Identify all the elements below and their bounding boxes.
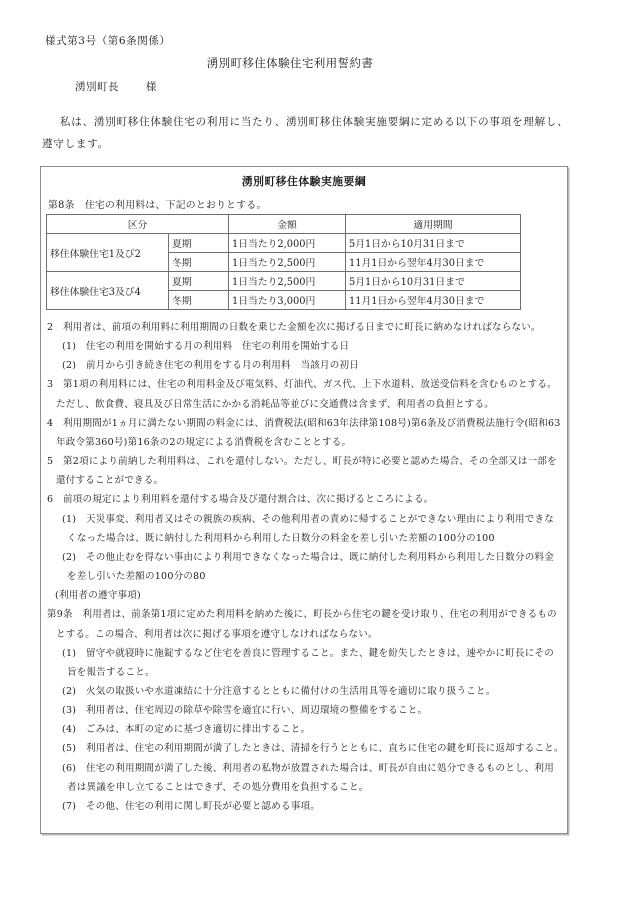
clause-line: (3) 利用者は、住宅周辺の除草や除雪を適宜に行い、周辺環境の整備をすること。 bbox=[62, 705, 428, 717]
house-cell: 移住体験住宅3及び4 bbox=[47, 272, 169, 310]
clause-line: 4 利用期間が1ヵ月に満たない期間の料金には、消費税法(昭和63年法律第108号)第6条及び消費税法施行令(昭和63 bbox=[47, 417, 561, 429]
amount-cell: 1日当たり2,500円 bbox=[229, 272, 346, 291]
addressee-honorific: 様 bbox=[145, 81, 157, 93]
pledge-line: 遵守します。 bbox=[42, 138, 109, 150]
clause-line: ただし、飲食費、寝具及び日常生活にかかる消耗品等並びに交通費は含まず、利用者の負担とする。 bbox=[56, 398, 494, 410]
clause-line: 2 利用者は、前項の利用料に利用期間の日数を乗じた金額を次に掲げる日までに町長に納めなければならない。 bbox=[47, 322, 541, 333]
clause-line: 3 第1項の利用料には、住宅の利用料金及び電気料、灯油代、ガス代、上下水道料、放送受信料を含むものとする。 bbox=[47, 379, 557, 391]
form-number: 様式第3号（第6条関係） bbox=[45, 35, 171, 47]
article8-heading: 第8条 住宅の利用料は、下記のとおりとする。 bbox=[48, 200, 267, 211]
table-row bbox=[47, 234, 521, 253]
clause-line: 年政令第360号)第16条の2の規定による消費税を含むこととする。 bbox=[56, 436, 352, 448]
clause-line: とする。この場合、利用者は次に掲げる事項を遵守しなければならない。 bbox=[56, 628, 378, 640]
addressee-line bbox=[75, 79, 157, 94]
amount-cell: 1日当たり2,000円 bbox=[229, 234, 346, 253]
fee-table-header-amount: 金額 bbox=[229, 215, 346, 234]
clause-line: (7) その他、住宅の利用に関し町長が必要と認める事項。 bbox=[62, 800, 320, 812]
fee-table-header-period: 適用期間 bbox=[346, 215, 521, 234]
clause-line: (2) 前月から引き続き住宅の利用をする月の利用料 当該月の初日 bbox=[62, 360, 359, 372]
pledge-line: 私は、湧別町移住体験住宅の利用に当たり、湧別町移住体験実施要綱に定める以下の事項を理解し、 bbox=[60, 116, 569, 128]
clause-line: 5 第2項により前納した利用料は、これを還付しない。ただし、町長が特に必要と認めた場合、その全部又は一部を bbox=[47, 456, 557, 468]
document-title: 湧別町移住体験住宅利用誓約書 bbox=[206, 56, 374, 70]
house-cell: 移住体験住宅1及び2 bbox=[47, 234, 169, 272]
clause-line: (6) 住宅の利用期間が満了した後、利用者の私物が放置された場合は、町長が自由に処分できるものとし、利用 bbox=[62, 762, 554, 774]
addressee-name: 湧別町長 bbox=[75, 81, 119, 93]
fee-table-header-category: 区分 bbox=[47, 215, 229, 234]
period-cell: 5月1日から10月31日まで bbox=[346, 234, 521, 253]
period-cell: 11月1日から翌年4月30日まで bbox=[346, 291, 521, 310]
clause-line: 6 前項の規定により利用料を還付する場合及び還付割合は、次に掲げるところによる。 bbox=[47, 494, 434, 506]
season-cell: 夏期 bbox=[169, 272, 229, 291]
clause-line: (2) 火気の取扱いや水道凍結に十分注意するとともに備付けの生活用具等を適切に取り扱うこと。 bbox=[62, 685, 496, 697]
clause-line: 者は異議を申し立てることはできず、その処分費用を負担すること。 bbox=[67, 781, 369, 793]
clause-line: (1) 住宅の利用を開始する月の利用料 住宅の利用を開始する日 bbox=[62, 341, 350, 353]
clause-line: (1) 留守や就寝時に施錠するなど住宅を善良に管理すること。また、鍵を紛失したときは、速やかに町長にその bbox=[62, 647, 554, 659]
fee-table-header-row bbox=[47, 215, 521, 234]
season-cell: 冬期 bbox=[169, 291, 229, 310]
clause-line: (4) ごみは、本町の定めに基づき適切に排出すること。 bbox=[62, 724, 311, 736]
clause-line: 第9条 利用者は、前条第1項に定めた利用料を納めた後に、町長から住宅の鍵を受け取り、住宅の利用ができるもの bbox=[47, 609, 557, 621]
clause-line: (2) その他止むを得ない事由により利用できなくなった場合は、既に納付した利用料から利用した日数分の料金 bbox=[62, 551, 554, 563]
clause-line: 還付することができる。 bbox=[56, 475, 164, 487]
clause-line: (1) 天災事変、利用者又はその親族の疾病、その他利用者の責めに帰することができない理由により利用できな bbox=[62, 513, 554, 525]
amount-cell: 1日当たり3,000円 bbox=[229, 291, 346, 310]
clause-line: (利用者の遵守事項) bbox=[55, 590, 141, 602]
clause-line: (5) 利用者は、住宅の利用期間が満了したときは、清掃を行うとともに、直ちに住宅の鍵を町長に返却すること。 bbox=[62, 743, 564, 755]
clauses-list bbox=[41, 318, 567, 816]
period-cell: 5月1日から10月31日まで bbox=[346, 272, 521, 291]
amount-cell: 1日当たり2,500円 bbox=[229, 253, 346, 272]
guideline-box bbox=[40, 166, 568, 834]
clause-line: くなった場合は、既に納付した利用料から利用した日数分の料金を差し引いた差額の100分の100 bbox=[67, 532, 495, 544]
clause-line: を差し引いた差額の100分の80 bbox=[67, 571, 206, 583]
clause-line: 旨を報告すること。 bbox=[67, 666, 155, 678]
season-cell: 冬期 bbox=[169, 253, 229, 272]
pledge-paragraph bbox=[42, 111, 602, 155]
guideline-box-title: 湧別町移住体験実施要綱 bbox=[241, 175, 367, 188]
fee-table bbox=[46, 214, 521, 310]
table-row bbox=[47, 272, 521, 291]
period-cell: 11月1日から翌年4月30日まで bbox=[346, 253, 521, 272]
season-cell: 夏期 bbox=[169, 234, 229, 253]
